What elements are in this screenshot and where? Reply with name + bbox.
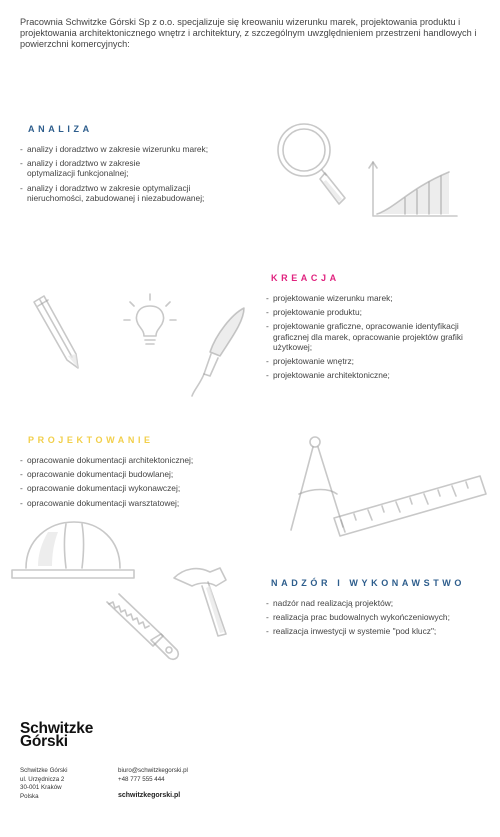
hammer-icon xyxy=(170,560,240,640)
phone-number: +48 777 555 444 xyxy=(118,775,165,783)
logo-line-1: Schwitzke xyxy=(20,720,94,737)
pencil-icon xyxy=(28,292,88,372)
list-item: - realizacja prac budowalnych wykończeniowych; xyxy=(266,612,450,623)
list-item: - opracowanie dokumentacji budowlanej; xyxy=(20,469,174,480)
section-list-projektowanie xyxy=(20,455,280,508)
address-line: ul. Urzędnicza 2 xyxy=(20,775,65,783)
email-link[interactable]: biuro@schwitzkegorski.pl xyxy=(118,767,188,774)
section-nadzor xyxy=(266,578,496,641)
footer-contact xyxy=(118,767,188,801)
list-item: - projektowanie architektoniczne; xyxy=(266,370,390,381)
list-item: - opracowanie dokumentacji wykonawczej; xyxy=(20,483,181,494)
list-item: - analizy i doradztwo w zakresie optymalizacji funkcjonalnej; xyxy=(20,158,141,179)
section-list-kreacja xyxy=(266,293,496,380)
lightbulb-icon xyxy=(120,292,180,352)
list-item: - projektowanie graficzne, opracowanie identyfikacji graficznej dla marek, opracowanie projektów grafiki użytkowej; xyxy=(266,321,463,352)
magnifier-icon xyxy=(270,118,355,208)
chart-icon xyxy=(365,158,460,228)
list-item: - nadzór nad realizacją projektów; xyxy=(266,598,394,608)
section-heading-kreacja: KREACJA xyxy=(271,273,340,283)
section-projektowanie xyxy=(20,435,280,512)
address-line: 30-001 Kraków xyxy=(20,784,62,792)
company-logo xyxy=(20,722,93,748)
list-item: - opracowanie dokumentacji architektonicznej; xyxy=(20,455,194,465)
section-list-analiza xyxy=(20,144,280,203)
section-heading-analiza: ANALIZA xyxy=(28,124,93,134)
website-link[interactable]: schwitzkegorski.pl xyxy=(118,792,181,800)
hardhat-icon xyxy=(8,512,138,587)
section-kreacja xyxy=(266,273,496,384)
logo-line-2: Górski xyxy=(20,733,68,750)
list-item: - opracowanie dokumentacji warsztatowej; xyxy=(20,497,180,508)
address-line: Schwitzke Górski xyxy=(20,767,68,774)
section-list-nadzor xyxy=(266,598,496,637)
list-item: - analizy i doradztwo w zakresie wizerunku marek; xyxy=(20,144,209,154)
footer-address xyxy=(20,767,67,801)
list-item: - projektowanie produktu; xyxy=(266,307,362,318)
list-item: - projektowanie wizerunku marek; xyxy=(266,293,393,303)
paintbrush-icon xyxy=(182,300,257,400)
address-line: Polska xyxy=(20,792,39,800)
section-heading-projektowanie: PROJEKTOWANIE xyxy=(28,435,154,445)
list-item: - analizy i doradztwo w zakresie optymalizacji nieruchomości, zabudowanej i niezabudowanej; xyxy=(20,182,205,203)
list-item: - projektowanie wnętrz; xyxy=(266,356,354,367)
list-item: - realizacja inwestycji w systemie "pod klucz"; xyxy=(266,626,437,637)
section-heading-nadzor: NADZÓR I WYKONAWSTWO xyxy=(271,578,465,588)
intro-paragraph: Pracownia Schwitzke Górski Sp z o.o. specjalizuje się kreowaniu wizerunku marek, projektowania produktu i projektowania architektonicznego wnętrz i architektury, z szczególnym uwzględnieniem przestrzeni handlowych i powierzchni komercyjnych: xyxy=(20,17,477,49)
ruler-icon xyxy=(330,470,490,540)
section-analiza xyxy=(20,124,280,207)
